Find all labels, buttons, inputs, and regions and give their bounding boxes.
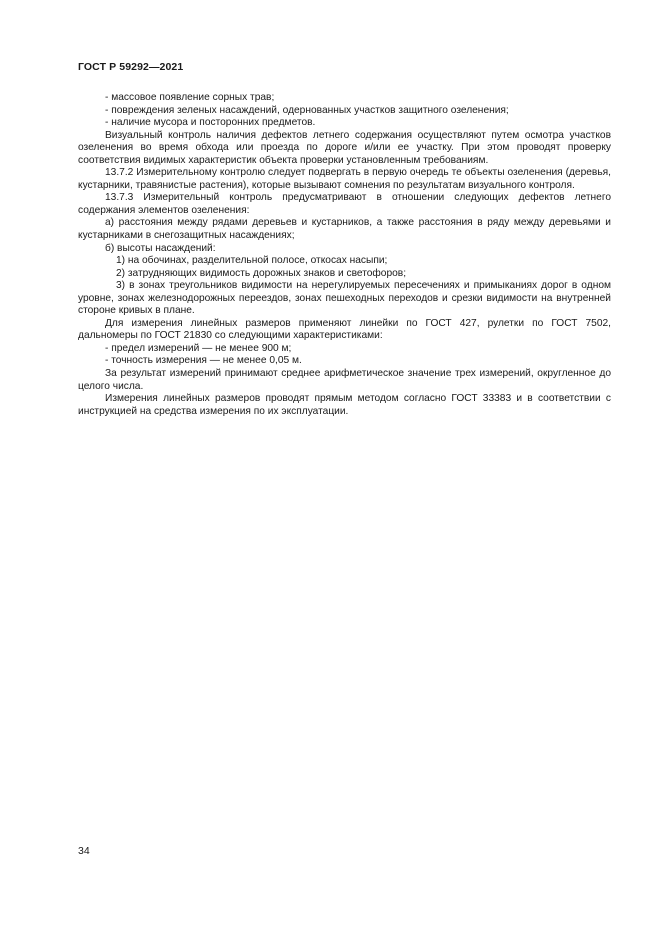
paragraph: Измерения линейных размеров проводят прямым методом согласно ГОСТ 33383 и в соответствии с инструкцией на средства измерения по их эксплуатации. (78, 393, 611, 417)
list-item: б) высоты насаждений: (105, 242, 216, 254)
sub-list-item: 1) на обочинах, разделительной полосе, откосах насыпи; (116, 255, 388, 267)
paragraph: За результат измерений принимают среднее арифметическое значение трех измерений, округленное до целого числа. (78, 368, 611, 392)
list-item: - массовое появление сорных трав; (105, 92, 275, 103)
page-number: 34 (78, 845, 90, 857)
list-item: - предел измерений — не менее 900 м; (105, 342, 292, 354)
sub-list-item: 3) в зонах треугольников видимости на нерегулируемых пересечениях и примыканиях дорог в одном уровне, зонах железнодорожных переездов, зонах пешеходных переходов и срезки видимости на внутренней стороне кривых в плане. (78, 280, 611, 317)
sub-list-item: 2) затрудняющих видимость дорожных знаков и светофоров; (116, 267, 407, 279)
document-header: ГОСТ Р 59292—2021 (78, 61, 184, 73)
paragraph: Для измерения линейных размеров применяют линейки по ГОСТ 427, рулетки по ГОСТ 7502, дальномеры по ГОСТ 21830 со следующими характеристиками: (78, 317, 611, 342)
clause-13-7-3: 13.7.3 Измерительный контроль предусматривают в отношении следующих дефектов летнего содержания элементов озеленения: (78, 192, 611, 216)
list-item: а) расстояния между рядами деревьев и кустарников, а также расстояния в ряду между деревьями и кустарниками в снегозащитных насаждениях; (78, 217, 611, 242)
document-body (78, 92, 611, 418)
list-item: - наличие мусора и посторонних предметов. (105, 117, 316, 129)
paragraph: Визуальный контроль наличия дефектов летнего содержания осуществляют путем осмотра участков озеленения во время обхода или проезда по дороге и/или ее участку. При этом проводят проверку соответствия видимых характеристик объекта проверки установленным требованиям. (78, 129, 611, 166)
list-item: - повреждения зеленых насаждений, одернованных участков защитного озеленения; (105, 104, 509, 116)
list-item: - точность измерения — не менее 0,05 м. (105, 355, 302, 367)
clause-13-7-2: 13.7.2 Измерительному контролю следует подвергать в первую очередь те объекты озеленения (деревья, кустарники, травянистые растения), которые вызывают сомнения по результатам визуального контроля. (78, 167, 611, 191)
